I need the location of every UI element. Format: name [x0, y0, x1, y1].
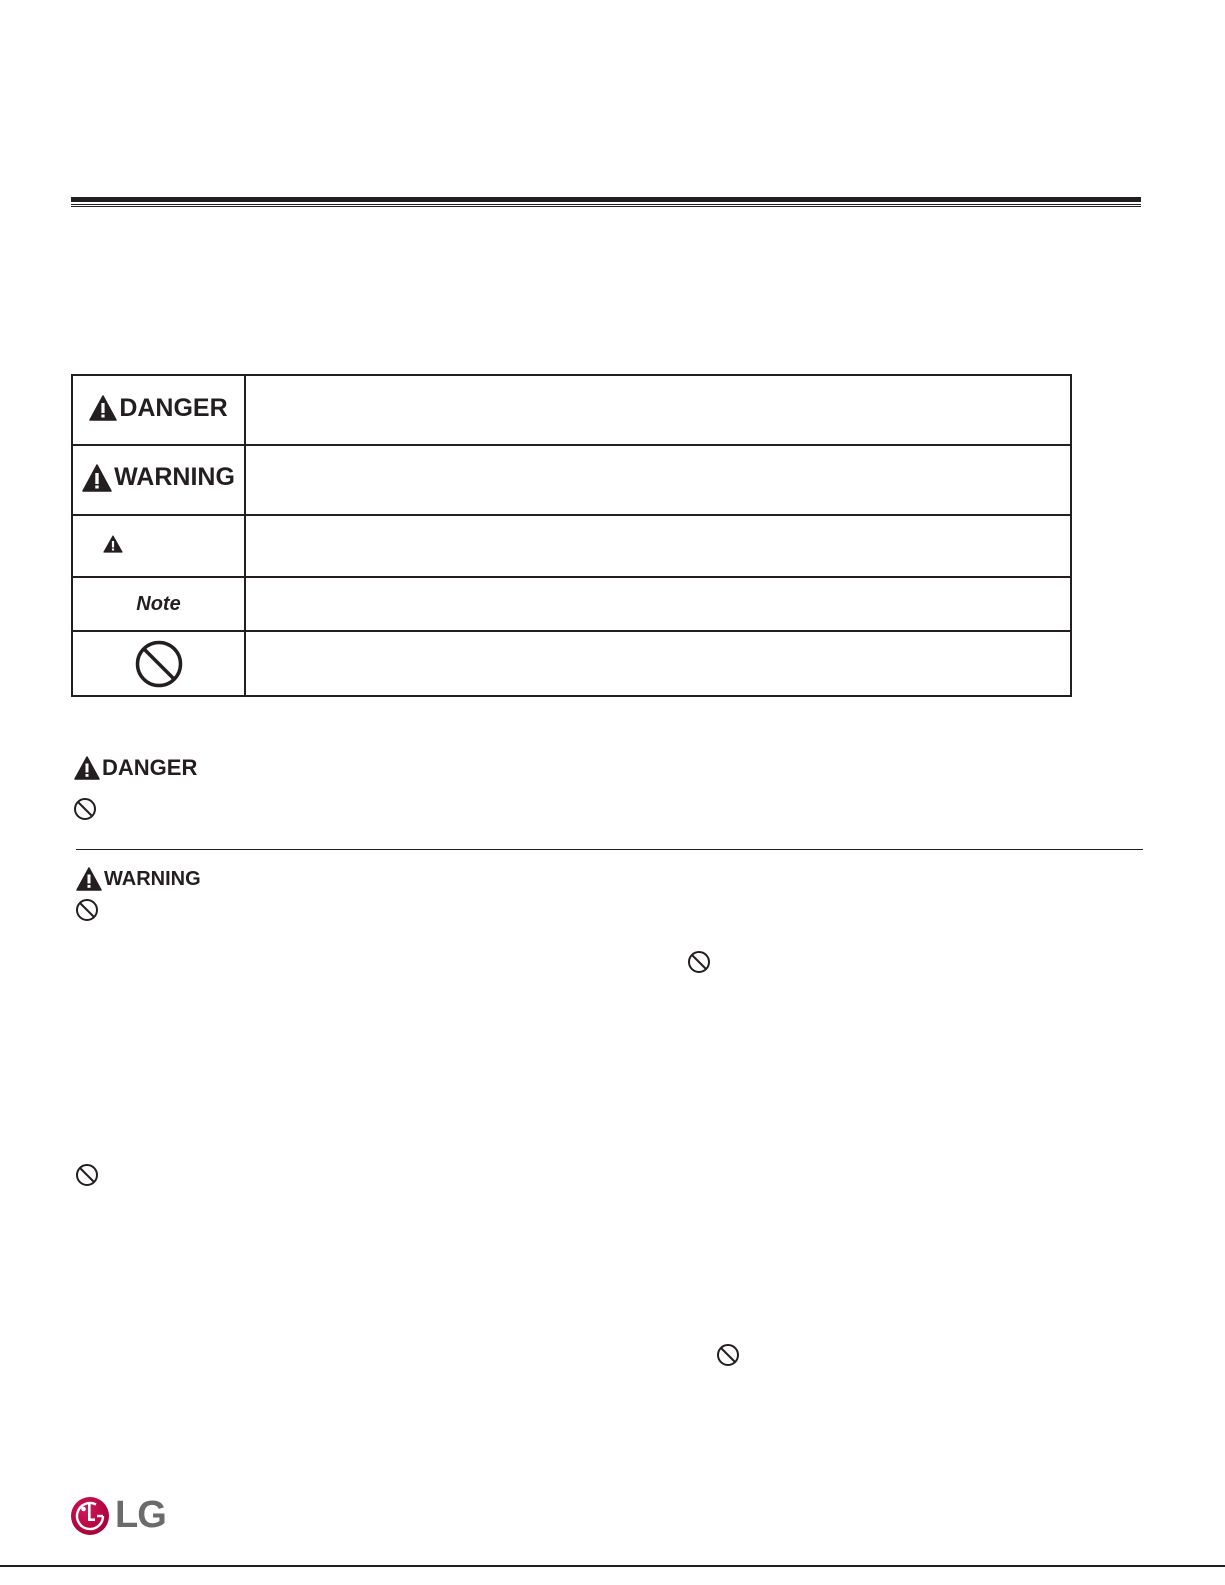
warning-triangle-icon [89, 395, 117, 421]
legend-row-prohibited [72, 631, 1071, 696]
warning-section-label: WARNING [104, 867, 201, 890]
warning-triangle-icon [103, 535, 123, 553]
prohibition-icon [75, 1163, 99, 1187]
legend-row-danger [72, 375, 1071, 445]
prohibition-icon [134, 639, 184, 689]
danger-signal-word [74, 755, 197, 781]
legend-symbol-cell [72, 445, 245, 515]
lg-logo [70, 1494, 166, 1537]
warning-signal-word [82, 463, 235, 492]
danger-section-heading [74, 755, 197, 781]
warning-triangle-icon [76, 867, 102, 891]
legend-description-cell [245, 577, 1071, 631]
legend-symbol-cell [72, 631, 245, 696]
safety-symbol-legend-table [71, 374, 1072, 697]
warning-section-heading [76, 867, 201, 891]
legend-description-cell [245, 515, 1071, 577]
prohibition-icon [716, 1343, 740, 1367]
legend-row-note [72, 577, 1071, 631]
prohibition-icon [687, 950, 711, 974]
legend-description-cell [245, 445, 1071, 515]
legend-symbol-cell [72, 375, 245, 445]
lg-logo-icon [70, 1496, 110, 1536]
prohibition-icon [75, 898, 99, 922]
warning-triangle-icon [82, 464, 112, 492]
warning-triangle-icon [74, 756, 100, 780]
warning-signal-word [76, 867, 201, 891]
warning-label: WARNING [114, 463, 235, 492]
legend-symbol-cell [72, 577, 245, 631]
brand-name: LG [115, 1494, 166, 1536]
note-label: Note [136, 592, 181, 615]
legend-description-cell [245, 375, 1071, 445]
section-divider [76, 849, 1143, 850]
legend-symbol-cell [72, 515, 245, 577]
header-rule [71, 197, 1141, 208]
danger-section-label: DANGER [102, 755, 198, 780]
legend-row-warning [72, 445, 1071, 515]
legend-description-cell [245, 631, 1071, 696]
legend-row-caution [72, 515, 1071, 577]
danger-label: DANGER [119, 393, 228, 422]
footer-rule [0, 1565, 1225, 1567]
danger-signal-word [89, 394, 227, 423]
prohibition-icon [73, 797, 97, 821]
